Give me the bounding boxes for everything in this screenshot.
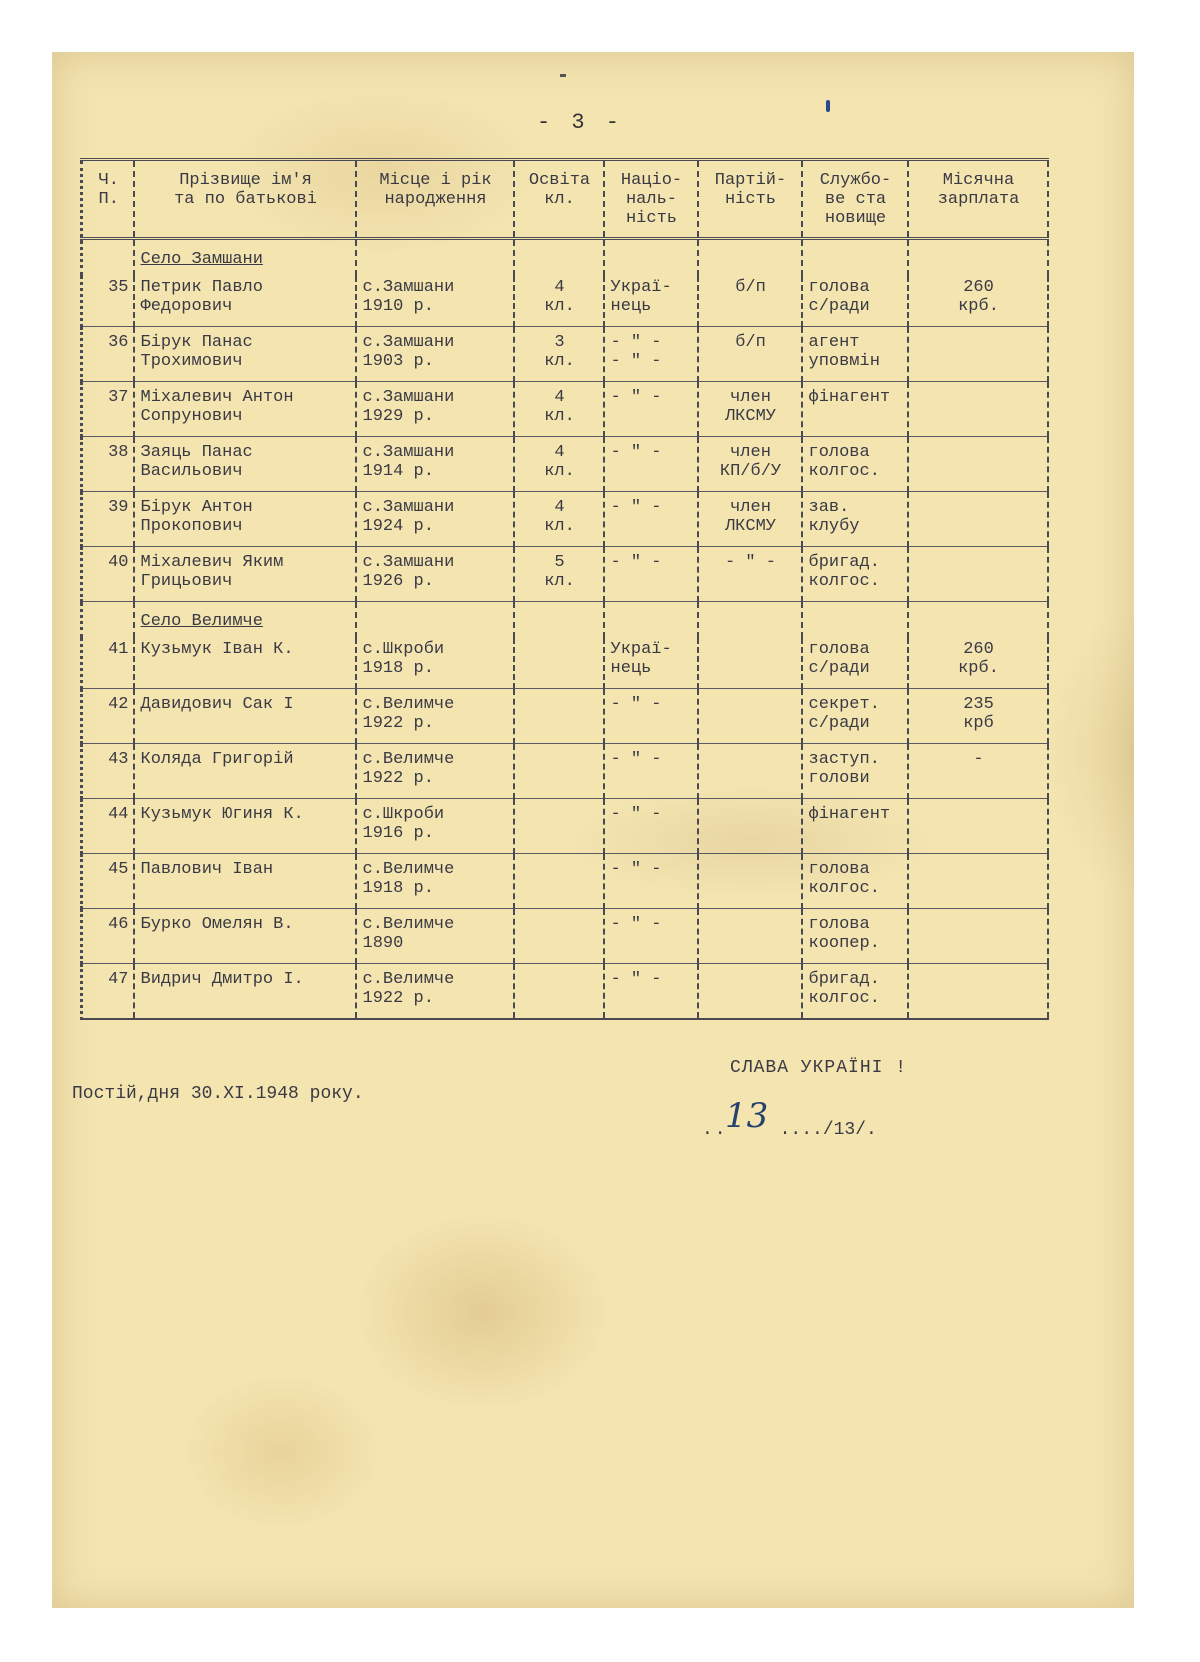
party-membership-cell [698,744,802,799]
header-nationality: Націо- наль- ність [604,160,698,239]
position-cell: агент уповмін [802,327,908,382]
monthly-salary-cell [908,799,1048,854]
party-membership-cell [698,638,802,689]
nationality-cell: - " - [604,437,698,492]
slogan: СЛАВА УКРАЇНІ ! [730,1058,908,1078]
monthly-salary-cell [908,382,1048,437]
position-cell: голова коопер. [802,909,908,964]
table-cell [698,239,802,277]
row-number-cell: 39 [82,492,134,547]
table-cell [604,602,698,639]
table-header-row [82,160,1048,239]
table-row [82,327,1048,382]
table-row [82,437,1048,492]
nationality-cell: Украї- нець [604,638,698,689]
ink-dot [826,100,830,112]
monthly-salary-cell [908,854,1048,909]
ref-typed: ..../13/. [779,1120,877,1140]
header-education: Освіта кл. [514,160,604,239]
position-cell: голова колгос. [802,854,908,909]
person-name-cell: Павлович Іван [134,854,356,909]
birth-place-year-cell: с.Велимче 1890 [356,909,514,964]
person-name-cell: Кузьмук Іван К. [134,638,356,689]
table-row [82,492,1048,547]
handwritten-number: 13 [725,1096,769,1136]
party-membership-cell: б/п [698,276,802,327]
person-name-cell: Міхалевич Яким Грицьович [134,547,356,602]
monthly-salary-cell: 235 крб [908,689,1048,744]
header-birth: Місце і рік народження [356,160,514,239]
position-cell: фінагент [802,799,908,854]
section-row [82,602,1048,639]
person-name-cell: Петрик Павло Федорович [134,276,356,327]
row-number-cell: 36 [82,327,134,382]
position-cell: бригад. колгос. [802,547,908,602]
row-number-cell: 45 [82,854,134,909]
birth-place-year-cell: с.Велимче 1922 р. [356,689,514,744]
section-title: Село Замшани [134,239,356,277]
nationality-cell: Украї- нець [604,276,698,327]
nationality-cell: - " - [604,799,698,854]
table-cell [698,602,802,639]
date-line: Постій,дня 30.ХІ.1948 року. [72,1084,364,1104]
party-membership-cell [698,964,802,1020]
table-row [82,689,1048,744]
table-cell [82,602,134,639]
table-row [82,547,1048,602]
education-cell: 4 кл. [514,382,604,437]
monthly-salary-cell [908,437,1048,492]
row-number-cell: 44 [82,799,134,854]
row-number-cell: 40 [82,547,134,602]
table-cell [514,602,604,639]
nationality-cell: - " - - " - [604,327,698,382]
birth-place-year-cell: с.Замшани 1926 р. [356,547,514,602]
birth-place-year-cell: с.Замшани 1903 р. [356,327,514,382]
education-cell: 4 кл. [514,492,604,547]
position-cell: фінагент [802,382,908,437]
position-cell: бригад. колгос. [802,964,908,1020]
party-membership-cell: член ЛКСМУ [698,382,802,437]
monthly-salary-cell: - [908,744,1048,799]
table-row [82,638,1048,689]
table-row [82,964,1048,1020]
ref-dots: .. [702,1120,728,1140]
party-membership-cell: член ЛКСМУ [698,492,802,547]
position-cell: голова с/ради [802,276,908,327]
person-name-cell: Видрич Дмитро І. [134,964,356,1020]
row-number-cell: 47 [82,964,134,1020]
nationality-cell: - " - [604,382,698,437]
table-cell [908,602,1048,639]
row-number-cell: 43 [82,744,134,799]
personnel-table [80,158,1049,1020]
education-cell: 4 кл. [514,276,604,327]
birth-place-year-cell: с.Замшани 1929 р. [356,382,514,437]
education-cell [514,638,604,689]
nationality-cell: - " - [604,744,698,799]
row-number-cell: 35 [82,276,134,327]
header-salary: Місячна зарплата [908,160,1048,239]
birth-place-year-cell: с.Велимче 1918 р. [356,854,514,909]
header-name: Прізвище ім'я та по батькові [134,160,356,239]
party-membership-cell: - " - [698,547,802,602]
education-cell [514,854,604,909]
birth-place-year-cell: с.Велимче 1922 р. [356,964,514,1020]
table-cell [604,239,698,277]
nationality-cell: - " - [604,964,698,1020]
table-row [82,854,1048,909]
party-membership-cell: член КП/б/У [698,437,802,492]
section-title: Село Велимче [134,602,356,639]
header-position: Службо- ве ста новище [802,160,908,239]
table-row [82,909,1048,964]
table-cell [356,602,514,639]
table-row [82,744,1048,799]
position-cell: заступ. голови [802,744,908,799]
person-name-cell: Заяць Панас Васильович [134,437,356,492]
monthly-salary-cell [908,547,1048,602]
nationality-cell: - " - [604,854,698,909]
table-cell [82,239,134,277]
monthly-salary-cell: 260 крб. [908,638,1048,689]
birth-place-year-cell: с.Шкроби 1918 р. [356,638,514,689]
table-cell [802,602,908,639]
row-number-cell: 38 [82,437,134,492]
row-number-cell: 37 [82,382,134,437]
person-name-cell: Кузьмук Югиня К. [134,799,356,854]
person-name-cell: Коляда Григорій [134,744,356,799]
birth-place-year-cell: с.Замшани 1924 р. [356,492,514,547]
position-cell: голова колгос. [802,437,908,492]
table-cell [356,239,514,277]
education-cell [514,799,604,854]
document-reference [702,1120,877,1140]
party-membership-cell [698,689,802,744]
ink-mark [560,74,566,77]
table-body [82,239,1048,1020]
nationality-cell: - " - [604,492,698,547]
row-number-cell: 41 [82,638,134,689]
monthly-salary-cell [908,909,1048,964]
row-number-cell: 46 [82,909,134,964]
nationality-cell: - " - [604,689,698,744]
row-number-cell: 42 [82,689,134,744]
person-name-cell: Міхалевич Антон Сопрунович [134,382,356,437]
monthly-salary-cell [908,327,1048,382]
position-cell: голова с/ради [802,638,908,689]
monthly-salary-cell [908,492,1048,547]
party-membership-cell [698,799,802,854]
header-party: Партій- ність [698,160,802,239]
nationality-cell: - " - [604,909,698,964]
table-cell [908,239,1048,277]
education-cell [514,909,604,964]
table-row [82,382,1048,437]
education-cell: 3 кл. [514,327,604,382]
position-cell: зав. клубу [802,492,908,547]
table-row [82,276,1048,327]
education-cell [514,744,604,799]
table-row [82,799,1048,854]
party-membership-cell [698,854,802,909]
education-cell [514,689,604,744]
person-name-cell: Бурко Омелян В. [134,909,356,964]
page-number: - 3 - [536,110,623,135]
person-name-cell: Бірук Панас Трохимович [134,327,356,382]
party-membership-cell [698,909,802,964]
section-row [82,239,1048,277]
nationality-cell: - " - [604,547,698,602]
education-cell: 4 кл. [514,437,604,492]
person-name-cell: Давидович Сак І [134,689,356,744]
table-cell [514,239,604,277]
position-cell: секрет. с/ради [802,689,908,744]
party-membership-cell: б/п [698,327,802,382]
person-name-cell: Бірук Антон Прокопович [134,492,356,547]
birth-place-year-cell: с.Шкроби 1916 р. [356,799,514,854]
table-cell [802,239,908,277]
education-cell: 5 кл. [514,547,604,602]
monthly-salary-cell [908,964,1048,1020]
birth-place-year-cell: с.Замшани 1914 р. [356,437,514,492]
monthly-salary-cell: 260 крб. [908,276,1048,327]
birth-place-year-cell: с.Замшани 1910 р. [356,276,514,327]
education-cell [514,964,604,1020]
header-num: Ч. П. [82,160,134,239]
birth-place-year-cell: с.Велимче 1922 р. [356,744,514,799]
